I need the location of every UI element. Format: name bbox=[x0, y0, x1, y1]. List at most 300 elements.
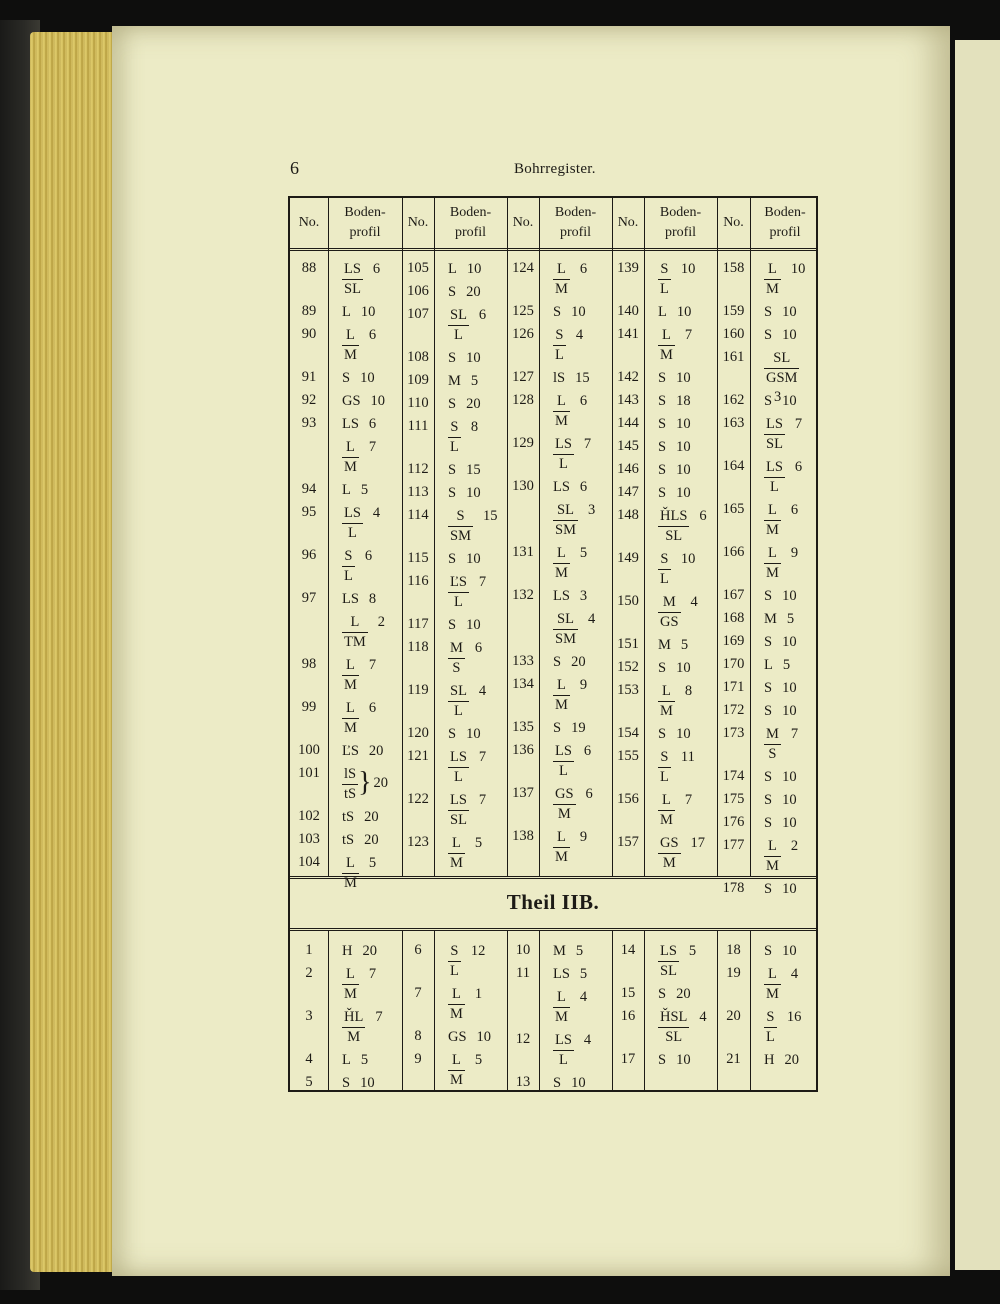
bore-number: 175 bbox=[722, 791, 745, 807]
profile-bottom-layer: SL bbox=[665, 1029, 683, 1045]
soil-profile bbox=[342, 481, 368, 500]
soil-profile bbox=[448, 260, 481, 279]
soil-profile bbox=[342, 965, 376, 1004]
soil-profile bbox=[342, 613, 385, 652]
profile-top-layer: S bbox=[764, 943, 773, 959]
bore-number: 14 bbox=[620, 942, 636, 958]
depth-value: 10 bbox=[782, 304, 797, 320]
bore-number: 17 bbox=[620, 1051, 636, 1067]
page-edges bbox=[30, 32, 116, 1272]
profile-top-layer: ȞSL bbox=[658, 1008, 689, 1028]
profile-bottom-layer: M bbox=[555, 849, 568, 865]
profile-top-layer: S bbox=[764, 588, 773, 604]
profile-bottom-layer: L bbox=[454, 703, 463, 719]
profile-top-layer: LS bbox=[342, 504, 363, 524]
soil-profile bbox=[658, 392, 691, 411]
bore-number: 135 bbox=[512, 719, 534, 735]
depth-value: 10 bbox=[466, 350, 481, 366]
soil-profile bbox=[553, 742, 591, 781]
profile-top-layer: M bbox=[553, 943, 566, 959]
bore-number: 167 bbox=[722, 587, 745, 603]
depth-value: 10 bbox=[466, 261, 482, 277]
profile-top-layer: LS bbox=[553, 479, 570, 495]
depth-value: 10 bbox=[360, 1075, 375, 1091]
profile-top-layer: LS bbox=[342, 416, 359, 432]
soil-profile bbox=[658, 484, 691, 503]
profile-top-layer: S bbox=[764, 680, 773, 696]
profile-top-layer: SL bbox=[553, 501, 578, 521]
bore-number: 114 bbox=[407, 507, 429, 523]
depth-value: 6 bbox=[478, 307, 487, 323]
profile-top-layer: L bbox=[658, 304, 667, 320]
profile-bottom-layer: GS bbox=[660, 614, 679, 630]
depth-value: 7 bbox=[684, 327, 693, 343]
depth-value: 10 bbox=[466, 485, 481, 501]
profile-bottom-layer: M bbox=[344, 347, 357, 363]
soil-profile bbox=[764, 1008, 801, 1047]
profile-top-layer: S bbox=[764, 792, 773, 808]
bore-number: 147 bbox=[617, 484, 639, 500]
profile-top-layer: S bbox=[553, 720, 562, 736]
depth-value: 20 bbox=[571, 654, 586, 670]
profile-top-layer: H bbox=[342, 943, 353, 959]
depth-value: 6 bbox=[372, 261, 381, 277]
bore-number: 1 bbox=[305, 942, 313, 958]
bore-number: 156 bbox=[617, 791, 639, 807]
profile-top-layer: SL bbox=[448, 306, 469, 326]
soil-profile bbox=[764, 679, 797, 698]
bore-number: 171 bbox=[722, 679, 745, 695]
depth-value: 10 bbox=[466, 617, 481, 633]
bore-number: 18 bbox=[726, 942, 741, 958]
profile-bottom-layer: L bbox=[450, 439, 459, 455]
bore-number: 102 bbox=[298, 808, 320, 824]
bore-number: 109 bbox=[407, 372, 429, 388]
depth-value: 4 bbox=[575, 327, 584, 343]
depth-value: 6 bbox=[583, 743, 592, 759]
bore-number: 136 bbox=[512, 742, 534, 758]
profile-top-layer: L bbox=[342, 304, 351, 320]
depth-value: 2 bbox=[790, 838, 799, 854]
bore-number: 165 bbox=[722, 501, 745, 517]
profile-top-layer: ĽS bbox=[342, 743, 359, 759]
soil-profile bbox=[764, 610, 794, 629]
profile-top-layer: L bbox=[553, 392, 570, 412]
soil-profile bbox=[448, 349, 481, 368]
soil-profile bbox=[448, 283, 481, 302]
depth-value: 11 bbox=[680, 749, 695, 765]
depth-value: 10 bbox=[676, 485, 691, 501]
bore-number: 148 bbox=[617, 507, 639, 523]
soil-profile bbox=[448, 1051, 482, 1090]
bore-number: 99 bbox=[301, 699, 317, 715]
depth-value: 10 bbox=[680, 551, 696, 567]
profile-bottom-layer: L bbox=[344, 568, 353, 584]
depth-value: 16 bbox=[786, 1009, 802, 1025]
soil-profile bbox=[553, 676, 587, 715]
bore-number: 154 bbox=[617, 725, 639, 741]
soil-profile bbox=[553, 828, 587, 867]
bore-number: 174 bbox=[722, 768, 745, 784]
profile-bottom-layer: SM bbox=[555, 631, 576, 647]
depth-value: 10 bbox=[676, 1052, 691, 1068]
soil-profile bbox=[553, 303, 586, 322]
soil-profile bbox=[658, 659, 691, 678]
bore-number: 115 bbox=[407, 550, 429, 566]
profile-bottom-layer: M bbox=[766, 281, 779, 297]
bore-number: 100 bbox=[298, 742, 320, 758]
bore-number: 157 bbox=[617, 834, 639, 850]
depth-value: 15 bbox=[575, 370, 590, 386]
profile-top-layer: tS bbox=[342, 832, 355, 848]
bore-number: 144 bbox=[617, 415, 639, 431]
profile-bottom-layer: L bbox=[559, 1052, 568, 1068]
soil-profile bbox=[764, 458, 802, 497]
profile-top-layer: S bbox=[448, 284, 457, 300]
profile-bottom-layer: L bbox=[660, 769, 669, 785]
profile-top-layer: S bbox=[553, 304, 562, 320]
soil-profile bbox=[553, 785, 593, 824]
soil-profile bbox=[764, 880, 797, 899]
header-no: No. bbox=[723, 215, 744, 230]
depth-value: 10 bbox=[370, 393, 386, 409]
depth-value: 4 bbox=[790, 966, 799, 982]
soil-profile bbox=[342, 831, 379, 850]
header-no: No. bbox=[298, 215, 320, 230]
bore-number: 168 bbox=[722, 610, 745, 626]
profile-top-layer: S bbox=[658, 260, 671, 280]
soil-profile bbox=[342, 504, 380, 543]
bore-number: 124 bbox=[512, 260, 534, 276]
profile-top-layer: L bbox=[342, 854, 359, 874]
bore-number: 97 bbox=[301, 590, 317, 606]
profile-top-layer: L bbox=[342, 699, 359, 719]
soil-profile bbox=[448, 725, 481, 744]
bore-register-table bbox=[288, 196, 818, 1092]
profile-top-layer: S bbox=[658, 462, 667, 478]
profile-bottom-layer: M bbox=[344, 720, 357, 736]
profile-bottom-layer: M bbox=[555, 697, 568, 713]
depth-value: 7 bbox=[368, 439, 377, 455]
bore-number: 160 bbox=[722, 326, 745, 342]
depth-value: 3 bbox=[774, 389, 782, 405]
soil-profile bbox=[448, 395, 481, 414]
bore-number: 152 bbox=[617, 659, 639, 675]
depth-value: 5 bbox=[786, 611, 795, 627]
depth-value: 6 bbox=[364, 548, 373, 564]
depth-value: 10 bbox=[782, 792, 797, 808]
profile-bottom-layer: L bbox=[454, 594, 463, 610]
depth-value: 18 bbox=[676, 393, 691, 409]
depth-value: 6 bbox=[794, 459, 803, 475]
soil-profile bbox=[658, 326, 692, 365]
bore-number: 21 bbox=[726, 1051, 741, 1067]
depth-value: 9 bbox=[579, 677, 588, 693]
profile-bottom-layer: SL bbox=[665, 528, 683, 544]
profile-top-layer: S bbox=[658, 748, 671, 768]
bore-number: 176 bbox=[722, 814, 745, 830]
bore-number: 20 bbox=[726, 1008, 741, 1024]
soil-profile bbox=[448, 942, 485, 981]
profile-bottom-layer: L bbox=[450, 963, 459, 979]
profile-bottom-layer: M bbox=[766, 986, 779, 1002]
column-divider bbox=[328, 198, 329, 876]
bore-number: 11 bbox=[516, 965, 530, 981]
soil-profile bbox=[342, 547, 372, 586]
soil-profile bbox=[553, 392, 587, 431]
depth-value: 6 bbox=[579, 393, 588, 409]
depth-value: 5 bbox=[680, 637, 689, 653]
bore-number: 166 bbox=[722, 544, 745, 560]
soil-profile bbox=[658, 438, 691, 457]
profile-top-layer: S bbox=[764, 815, 773, 831]
profile-top-layer: lS bbox=[342, 765, 358, 785]
soil-profile bbox=[764, 702, 797, 721]
soil-profile bbox=[764, 791, 797, 810]
profile-top-layer: S bbox=[658, 660, 667, 676]
profile-bottom-layer: L bbox=[454, 327, 463, 343]
soil-profile bbox=[342, 1008, 383, 1047]
bore-number: 130 bbox=[512, 478, 534, 494]
page-header bbox=[290, 158, 820, 182]
bore-number: 116 bbox=[407, 573, 429, 589]
profile-top-layer: S bbox=[448, 396, 457, 412]
profile-top-layer: ĽS bbox=[448, 573, 469, 593]
bore-number: 162 bbox=[722, 392, 745, 408]
bore-number: 150 bbox=[617, 593, 639, 609]
profile-top-layer: S bbox=[448, 418, 461, 438]
bore-number: 13 bbox=[515, 1074, 531, 1090]
profile-top-layer: S bbox=[764, 769, 773, 785]
bore-number: 15 bbox=[620, 985, 636, 1001]
profile-top-layer: LS bbox=[448, 791, 469, 811]
bore-number: 146 bbox=[617, 461, 639, 477]
profile-top-layer: LS bbox=[448, 748, 469, 768]
profile-top-layer: S bbox=[553, 1075, 562, 1091]
soil-profile bbox=[553, 544, 587, 583]
profile-top-layer: lS bbox=[553, 370, 566, 386]
depth-value: 5 bbox=[368, 855, 377, 871]
profile-top-layer: S bbox=[448, 507, 473, 527]
column-divider bbox=[507, 198, 508, 876]
soil-profile bbox=[448, 682, 486, 721]
profile-top-layer: LS bbox=[764, 458, 785, 478]
profile-top-layer: S bbox=[448, 726, 457, 742]
depth-value: 10 bbox=[571, 304, 586, 320]
profile-top-layer: L bbox=[764, 260, 781, 280]
depth-value: 10 bbox=[782, 634, 797, 650]
profile-top-layer: S bbox=[342, 1075, 351, 1091]
soil-profile bbox=[764, 501, 798, 540]
profile-top-layer: LS bbox=[342, 260, 363, 280]
header-profile: Boden- profil bbox=[554, 205, 597, 240]
depth-value: 10 bbox=[782, 769, 797, 785]
header-no: No. bbox=[407, 215, 429, 230]
profile-top-layer: S bbox=[764, 327, 773, 343]
depth-value: 8 bbox=[684, 683, 693, 699]
profile-top-layer: L bbox=[448, 261, 457, 277]
soil-profile bbox=[658, 461, 691, 480]
bore-number: 98 bbox=[301, 656, 317, 672]
profile-top-layer: L bbox=[764, 965, 781, 985]
profile-top-layer: L bbox=[658, 791, 675, 811]
soil-profile bbox=[658, 985, 691, 1004]
depth-value: 10 bbox=[782, 588, 797, 604]
bore-number: 123 bbox=[407, 834, 429, 850]
profile-bottom-layer: L bbox=[770, 479, 779, 495]
profile-bottom-layer: SM bbox=[555, 522, 576, 538]
depth-value: 7 bbox=[368, 657, 377, 673]
soil-profile bbox=[764, 260, 805, 299]
bore-number: 163 bbox=[722, 415, 745, 431]
profile-top-layer: LS bbox=[553, 588, 570, 604]
soil-profile bbox=[342, 415, 376, 434]
soil-profile bbox=[764, 837, 798, 876]
soil-profile bbox=[553, 369, 590, 388]
bore-number: 105 bbox=[407, 260, 429, 276]
profile-top-layer: S bbox=[658, 550, 671, 570]
soil-profile bbox=[448, 372, 478, 391]
bore-number: 132 bbox=[512, 587, 534, 603]
profile-bottom-layer: L bbox=[559, 456, 568, 472]
soil-profile bbox=[342, 765, 388, 804]
soil-profile bbox=[658, 1051, 691, 1070]
soil-profile bbox=[448, 418, 478, 457]
soil-profile bbox=[764, 942, 797, 961]
bore-number: 159 bbox=[722, 303, 745, 319]
section-separator-bottom bbox=[290, 928, 816, 931]
profile-top-layer: M bbox=[658, 637, 671, 653]
soil-profile bbox=[342, 1051, 368, 1070]
depth-value: 5 bbox=[474, 1052, 483, 1068]
bore-number: 95 bbox=[301, 504, 317, 520]
profile-bottom-layer: M bbox=[344, 459, 357, 475]
depth-value: 7 bbox=[478, 574, 487, 590]
profile-top-layer: L bbox=[764, 657, 773, 673]
depth-value: 5 bbox=[360, 1052, 369, 1068]
header-profile: Boden- profil bbox=[344, 205, 386, 240]
column-divider bbox=[328, 931, 329, 1091]
profile-top-layer: S bbox=[658, 726, 667, 742]
header-profile: Boden- profil bbox=[659, 205, 702, 240]
soil-profile bbox=[658, 791, 692, 830]
profile-top-layer: L bbox=[342, 613, 368, 633]
profile-top-layer: M bbox=[448, 639, 465, 659]
bore-number: 94 bbox=[301, 481, 317, 497]
depth-value: 10 bbox=[782, 881, 797, 897]
bore-number: 92 bbox=[301, 392, 317, 408]
profile-top-layer: L bbox=[448, 1051, 465, 1071]
soil-profile bbox=[658, 303, 691, 322]
profile-bottom-layer: M bbox=[660, 347, 673, 363]
bore-number: 125 bbox=[512, 303, 534, 319]
bore-number: 89 bbox=[301, 303, 317, 319]
bore-number: 12 bbox=[515, 1031, 531, 1047]
profile-top-layer: LS bbox=[553, 435, 574, 455]
bore-number: 101 bbox=[298, 765, 320, 781]
profile-top-layer: M bbox=[658, 593, 681, 613]
soil-profile bbox=[553, 260, 587, 299]
profile-bottom-layer: M bbox=[555, 565, 568, 581]
depth-value: 20 bbox=[364, 832, 379, 848]
depth-value: 10 bbox=[782, 943, 797, 959]
profile-bottom-layer: M bbox=[555, 413, 568, 429]
depth-value: 20 bbox=[466, 284, 481, 300]
soil-profile bbox=[448, 616, 481, 635]
soil-profile bbox=[764, 1051, 799, 1070]
depth-value: 10 bbox=[782, 327, 797, 343]
bore-number: 91 bbox=[301, 369, 317, 385]
profile-top-layer: S bbox=[658, 1052, 667, 1068]
profile-bottom-layer: M bbox=[450, 855, 463, 871]
profile-top-layer: ȞLS bbox=[658, 507, 689, 527]
bore-number: 112 bbox=[407, 461, 429, 477]
soil-profile bbox=[553, 326, 583, 365]
depth-value: 10 bbox=[782, 815, 797, 831]
soil-profile bbox=[342, 854, 376, 893]
bore-number: 170 bbox=[722, 656, 745, 672]
bore-number: 5 bbox=[305, 1074, 313, 1090]
profile-bottom-layer: M bbox=[450, 1072, 463, 1088]
depth-value: 20 bbox=[373, 775, 389, 791]
profile-top-layer: S bbox=[658, 485, 667, 501]
soil-profile bbox=[448, 639, 482, 678]
depth-value: 10 bbox=[680, 261, 696, 277]
soil-profile bbox=[448, 507, 497, 546]
bore-number: 113 bbox=[407, 484, 429, 500]
depth-value: 20 bbox=[364, 809, 379, 825]
depth-value: 6 bbox=[474, 640, 483, 656]
depth-value: 7 bbox=[583, 436, 592, 452]
depth-value: 15 bbox=[466, 462, 481, 478]
soil-profile bbox=[448, 484, 481, 503]
soil-profile bbox=[448, 834, 482, 873]
profile-top-layer: LS bbox=[342, 591, 359, 607]
depth-value: 8 bbox=[368, 591, 377, 607]
depth-value: 6 bbox=[368, 416, 377, 432]
depth-value: 4 bbox=[587, 611, 596, 627]
profile-top-layer: L bbox=[342, 482, 351, 498]
profile-bottom-layer: M bbox=[766, 565, 779, 581]
bore-number: 172 bbox=[722, 702, 745, 718]
soil-profile bbox=[658, 550, 695, 589]
profile-bottom-layer: M bbox=[555, 1009, 568, 1025]
profile-top-layer: M bbox=[448, 373, 461, 389]
bore-number: 3 bbox=[305, 1008, 313, 1024]
profile-top-layer: L bbox=[342, 965, 359, 985]
depth-value: 10 bbox=[676, 370, 691, 386]
soil-profile bbox=[448, 791, 486, 830]
bore-number: 118 bbox=[407, 639, 429, 655]
soil-profile bbox=[658, 834, 705, 873]
soil-profile bbox=[764, 415, 802, 454]
profile-top-layer: L bbox=[553, 676, 570, 696]
bore-number: 153 bbox=[617, 682, 639, 698]
soil-profile bbox=[342, 326, 376, 365]
bore-number: 9 bbox=[414, 1051, 422, 1067]
depth-value: 10 bbox=[360, 370, 375, 386]
depth-value: 10 bbox=[790, 261, 806, 277]
bore-number: 121 bbox=[407, 748, 429, 764]
bore-number: 173 bbox=[722, 725, 745, 741]
column-divider bbox=[434, 931, 435, 1091]
table-header-row bbox=[290, 198, 816, 251]
soil-profile bbox=[553, 653, 586, 672]
soil-profile bbox=[342, 590, 376, 609]
depth-value: 12 bbox=[470, 943, 486, 959]
bore-number: 108 bbox=[407, 349, 429, 365]
profile-top-layer: S bbox=[764, 881, 773, 897]
